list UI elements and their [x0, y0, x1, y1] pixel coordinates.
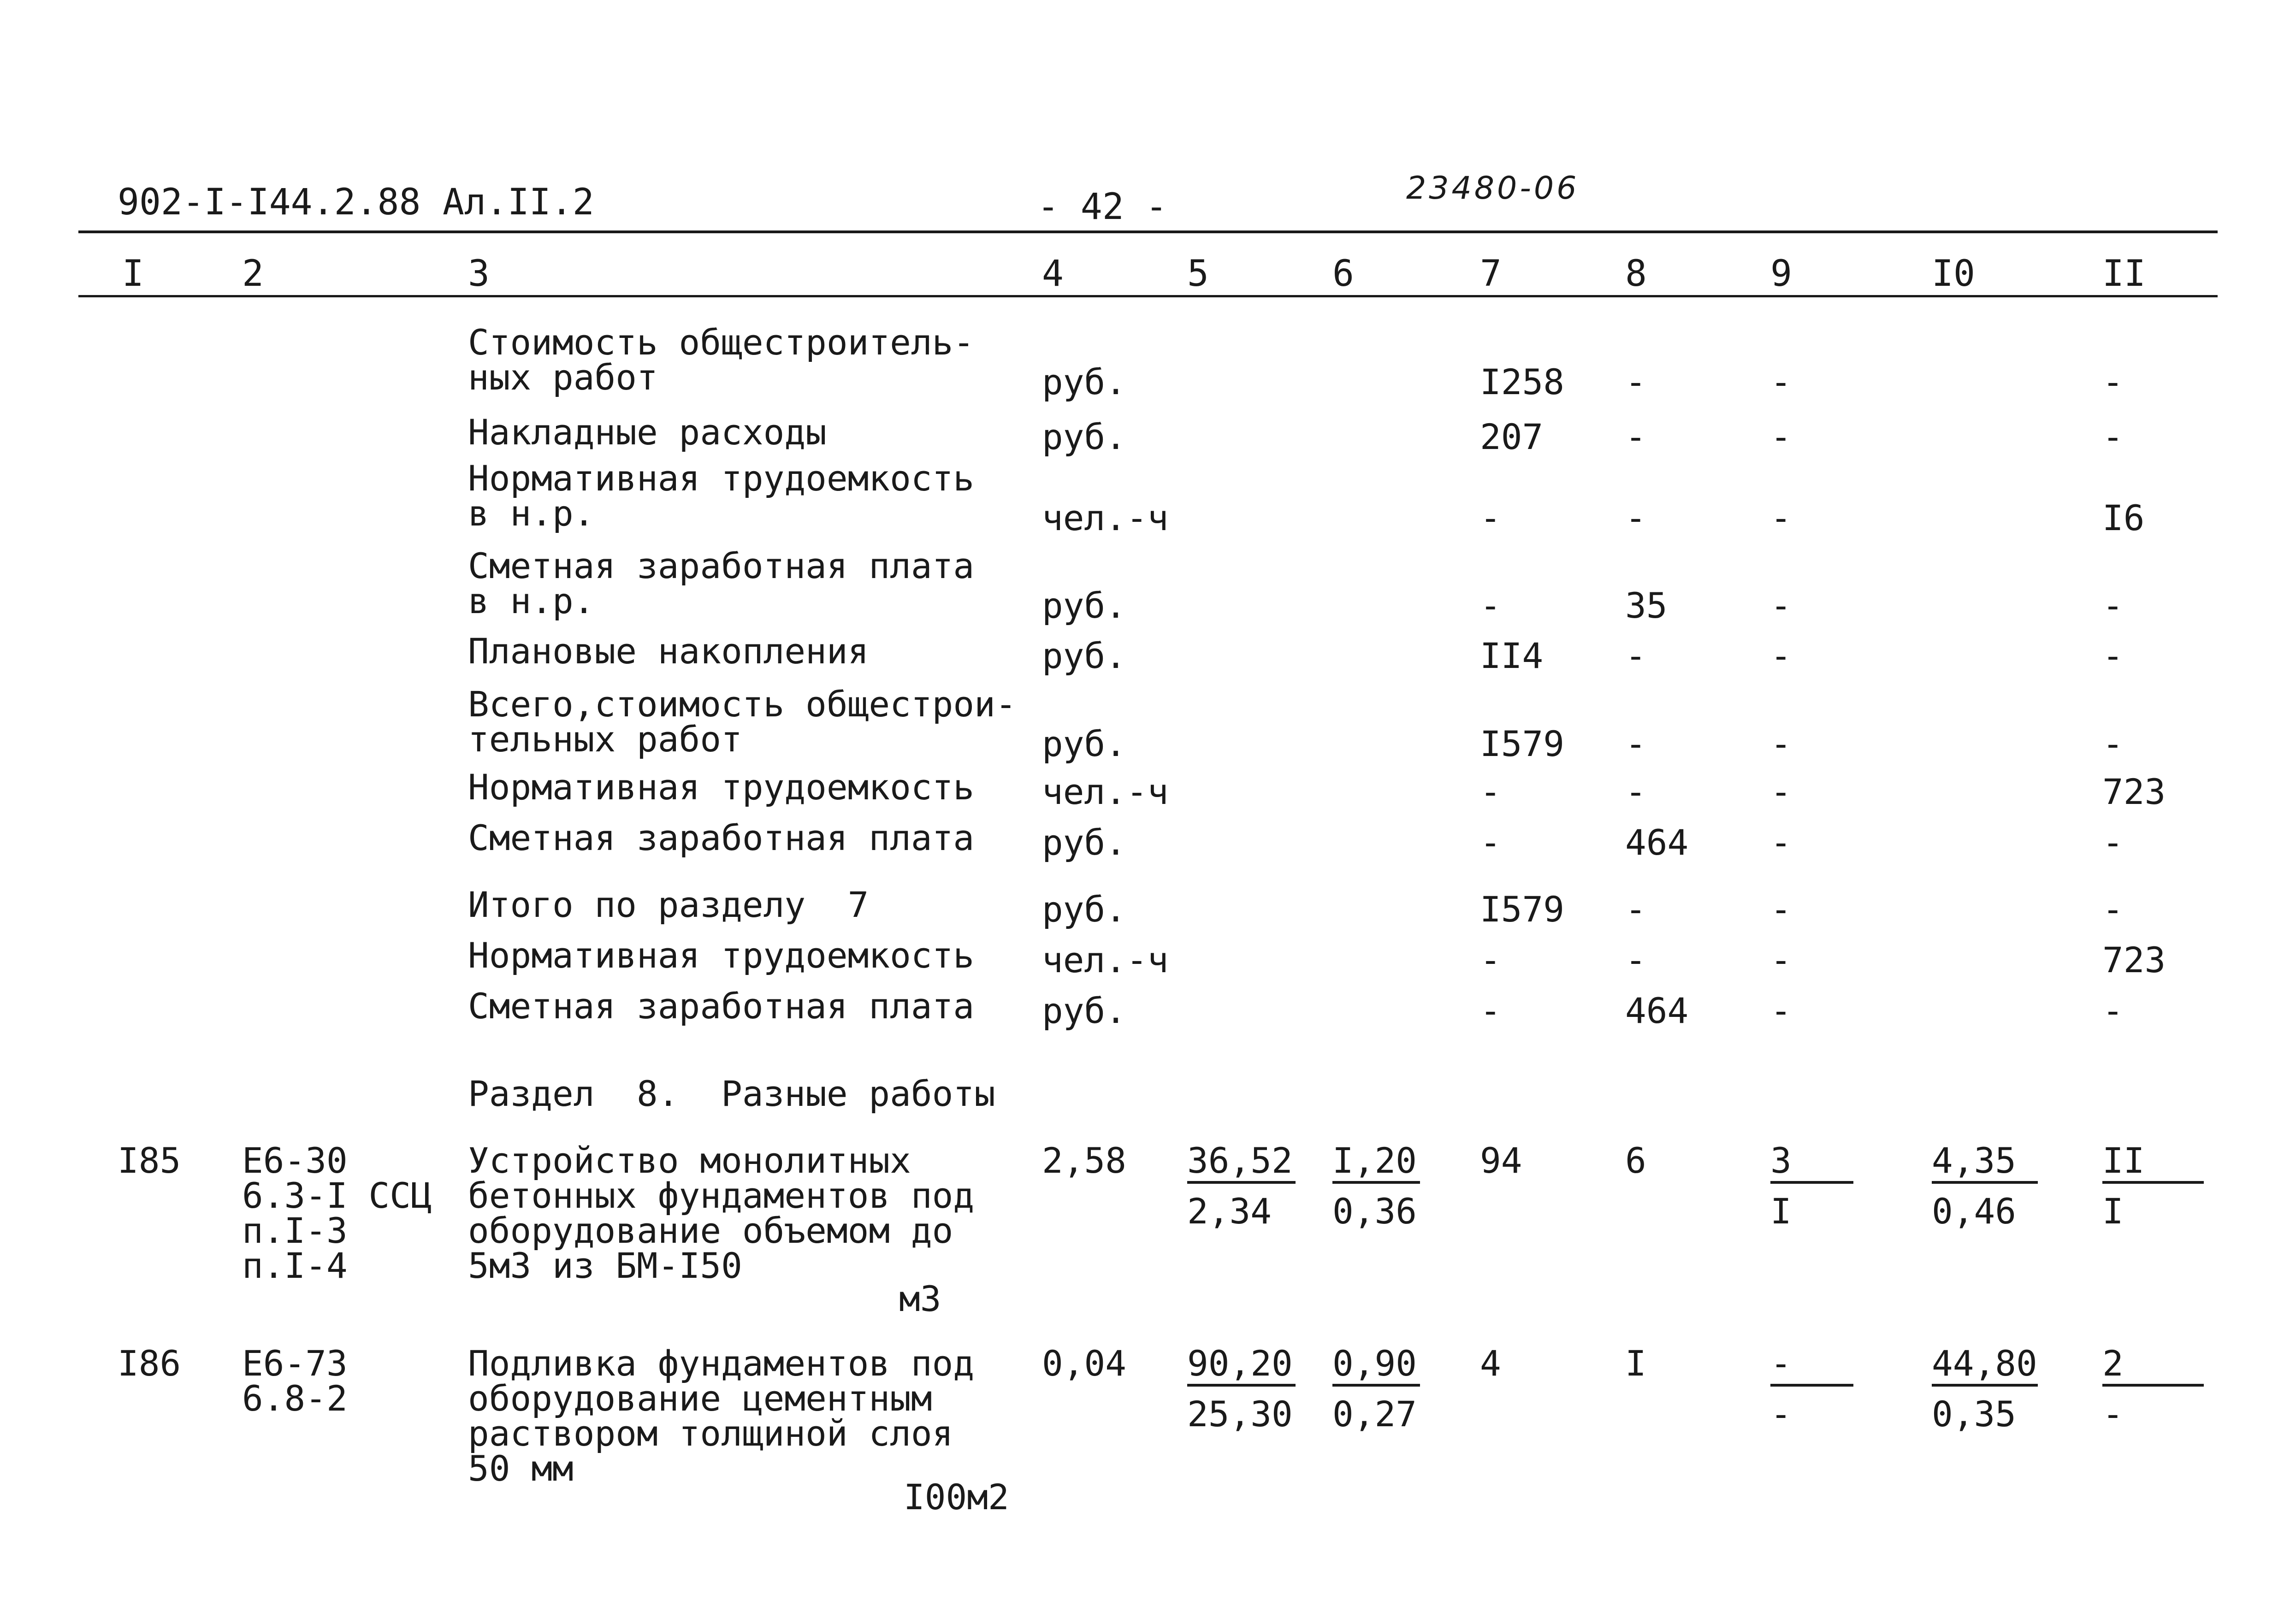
stamp-number: 23480-06 [1406, 170, 1580, 207]
summary-row-name: Сметная заработная плата [468, 986, 975, 1027]
item-col9-top: - [1770, 1343, 1792, 1384]
item-quantity: 2,58 [1042, 1140, 1127, 1181]
summary-row-col8: - [1625, 889, 1646, 930]
summary-row-unit: руб. [1042, 635, 1127, 676]
item-col11-bottom: I [2102, 1191, 2124, 1232]
summary-row-col8: - [1625, 939, 1646, 980]
summary-row-col7: - [1480, 771, 1501, 812]
column-number: 3 [468, 253, 490, 295]
summary-row-col11: - [2102, 990, 2124, 1031]
summary-row-col7: I579 [1480, 889, 1565, 930]
summary-row-unit: руб. [1042, 889, 1127, 930]
summary-row-col7: 207 [1480, 416, 1544, 457]
summary-row-col9: - [1770, 889, 1792, 930]
summary-row-col7: I258 [1480, 361, 1565, 402]
summary-row-col7: - [1480, 497, 1501, 538]
summary-row-col9: - [1770, 939, 1792, 980]
summary-row-unit: руб. [1042, 361, 1127, 402]
summary-row-unit: руб. [1042, 416, 1127, 457]
summary-row-col11: - [2102, 635, 2124, 676]
summary-row-col9: - [1770, 822, 1792, 863]
fraction-bar [1932, 1181, 2038, 1184]
summary-row-col11: - [2102, 585, 2124, 626]
fraction-bar [1770, 1384, 1853, 1387]
item-col11-bottom: - [2102, 1394, 2124, 1435]
summary-row-col7: II4 [1480, 635, 1544, 676]
summary-row-col8: 464 [1625, 990, 1689, 1031]
summary-row-col8: 464 [1625, 822, 1689, 863]
header-rule [78, 295, 2218, 297]
summary-row-col9: - [1770, 497, 1792, 538]
item-name: Подливка фундаментов под оборудование цементным раствором толщиной слоя 50 мм [468, 1343, 975, 1489]
page-number: - 42 - [1037, 186, 1167, 228]
column-number: 7 [1480, 253, 1502, 295]
fraction-bar [1932, 1384, 2038, 1387]
item-code: Е6-73 6.8-2 [242, 1343, 348, 1419]
summary-row-col11: - [2102, 361, 2124, 402]
summary-row-unit: руб. [1042, 723, 1127, 764]
album-number: Ал.II.2 [443, 182, 594, 223]
item-col6-top: 0,90 [1332, 1343, 1417, 1384]
summary-row-name: Нормативная трудоемкость в н.р. [468, 458, 975, 534]
fraction-bar [2102, 1181, 2204, 1184]
fraction-bar [1332, 1384, 1420, 1387]
item-col5-top: 36,52 [1187, 1140, 1293, 1181]
summary-row-unit: чел.-ч [1042, 771, 1169, 812]
summary-row-col8: - [1625, 361, 1646, 402]
summary-row-name: Сметная заработная плата [468, 817, 975, 858]
item-col11-top: II [2102, 1140, 2145, 1181]
summary-row-col9: - [1770, 416, 1792, 457]
top-rule [78, 230, 2218, 233]
item-col7: 4 [1480, 1343, 1501, 1384]
item-col5-top: 90,20 [1187, 1343, 1293, 1384]
summary-row-unit: руб. [1042, 822, 1127, 863]
summary-row-name: Накладные расходы [468, 412, 827, 453]
summary-row-col11: - [2102, 416, 2124, 457]
summary-row-col8: - [1625, 635, 1646, 676]
item-col10-top: 44,80 [1932, 1343, 2037, 1384]
summary-row-col11: - [2102, 889, 2124, 930]
item-col5-bottom: 25,30 [1187, 1394, 1293, 1435]
item-col10-top: 4,35 [1932, 1140, 2017, 1181]
summary-row-name: Стоимость общестроитель- ных работ [468, 322, 975, 398]
item-col11-top: 2 [2102, 1343, 2124, 1384]
summary-row-unit: руб. [1042, 585, 1127, 626]
summary-row-col8: 35 [1625, 585, 1668, 626]
summary-row-col11: 723 [2102, 771, 2166, 812]
summary-row-name: Всего,стоимость общестрои- тельных работ [468, 684, 1017, 760]
item-col10-bottom: 0,35 [1932, 1394, 2017, 1435]
item-col8: I [1625, 1343, 1646, 1384]
summary-row-col7: - [1480, 585, 1501, 626]
item-number: I86 [118, 1343, 181, 1384]
fraction-bar [1187, 1181, 1296, 1184]
column-number: 8 [1625, 253, 1647, 295]
item-code: Е6-30 6.3-I ССЦ п.I-3 п.I-4 [242, 1140, 432, 1286]
summary-row-col9: - [1770, 635, 1792, 676]
summary-row-col7: - [1480, 822, 1501, 863]
item-col9-bottom: - [1770, 1394, 1792, 1435]
summary-row-col11: - [2102, 822, 2124, 863]
summary-row-col8: - [1625, 416, 1646, 457]
summary-row-col8: - [1625, 723, 1646, 764]
summary-row-col7: I579 [1480, 723, 1565, 764]
item-name: Устройство монолитных бетонных фундаментов под оборудование объемом до 5м3 из БМ-I50 [468, 1140, 975, 1286]
item-measure: м3 [899, 1278, 941, 1319]
summary-row-col11: I6 [2102, 497, 2145, 538]
item-col5-bottom: 2,34 [1187, 1191, 1272, 1232]
column-number: 4 [1042, 253, 1064, 295]
item-col6-top: I,20 [1332, 1140, 1417, 1181]
fraction-bar [2102, 1384, 2204, 1387]
summary-row-col7: - [1480, 990, 1501, 1031]
doc-code: 902-I-I44.2.88 [118, 182, 421, 223]
summary-row-name: Нормативная трудоемкость [468, 767, 975, 808]
item-number: I85 [118, 1140, 181, 1181]
fraction-bar [1332, 1181, 1420, 1184]
fraction-bar [1187, 1384, 1296, 1387]
column-number: I [122, 253, 144, 295]
summary-row-col8: - [1625, 771, 1646, 812]
summary-row-col8: - [1625, 497, 1646, 538]
summary-row-col7: - [1480, 939, 1501, 980]
column-number: I0 [1932, 253, 1975, 295]
column-number: 6 [1332, 253, 1354, 295]
item-col8: 6 [1625, 1140, 1646, 1181]
summary-row-col9: - [1770, 723, 1792, 764]
item-col6-bottom: 0,27 [1332, 1394, 1417, 1435]
column-number: 9 [1770, 253, 1792, 295]
item-col9-bottom: I [1770, 1191, 1792, 1232]
summary-row-col9: - [1770, 771, 1792, 812]
item-col10-bottom: 0,46 [1932, 1191, 2017, 1232]
summary-row-name: Плановые накопления [468, 631, 869, 672]
section-title: Раздел 8. Разные работы [468, 1073, 995, 1114]
summary-row-name: Нормативная трудоемкость [468, 935, 975, 976]
fraction-bar [1770, 1181, 1853, 1184]
item-quantity: 0,04 [1042, 1343, 1127, 1384]
summary-row-unit: руб. [1042, 990, 1127, 1031]
column-number: II [2102, 253, 2146, 295]
summary-row-unit: чел.-ч [1042, 497, 1169, 538]
summary-row-name: Итого по разделу 7 [468, 884, 869, 925]
summary-row-col9: - [1770, 990, 1792, 1031]
summary-row-col11: - [2102, 723, 2124, 764]
item-measure: I00м2 [904, 1476, 1009, 1518]
summary-row-col9: - [1770, 585, 1792, 626]
summary-row-col11: 723 [2102, 939, 2166, 980]
item-col7: 94 [1480, 1140, 1522, 1181]
summary-row-unit: чел.-ч [1042, 939, 1169, 980]
column-number: 2 [242, 253, 264, 295]
item-col6-bottom: 0,36 [1332, 1191, 1417, 1232]
column-number: 5 [1187, 253, 1209, 295]
summary-row-name: Сметная заработная плата в н.р. [468, 545, 975, 621]
item-col9-top: 3 [1770, 1140, 1792, 1181]
summary-row-col9: - [1770, 361, 1792, 402]
